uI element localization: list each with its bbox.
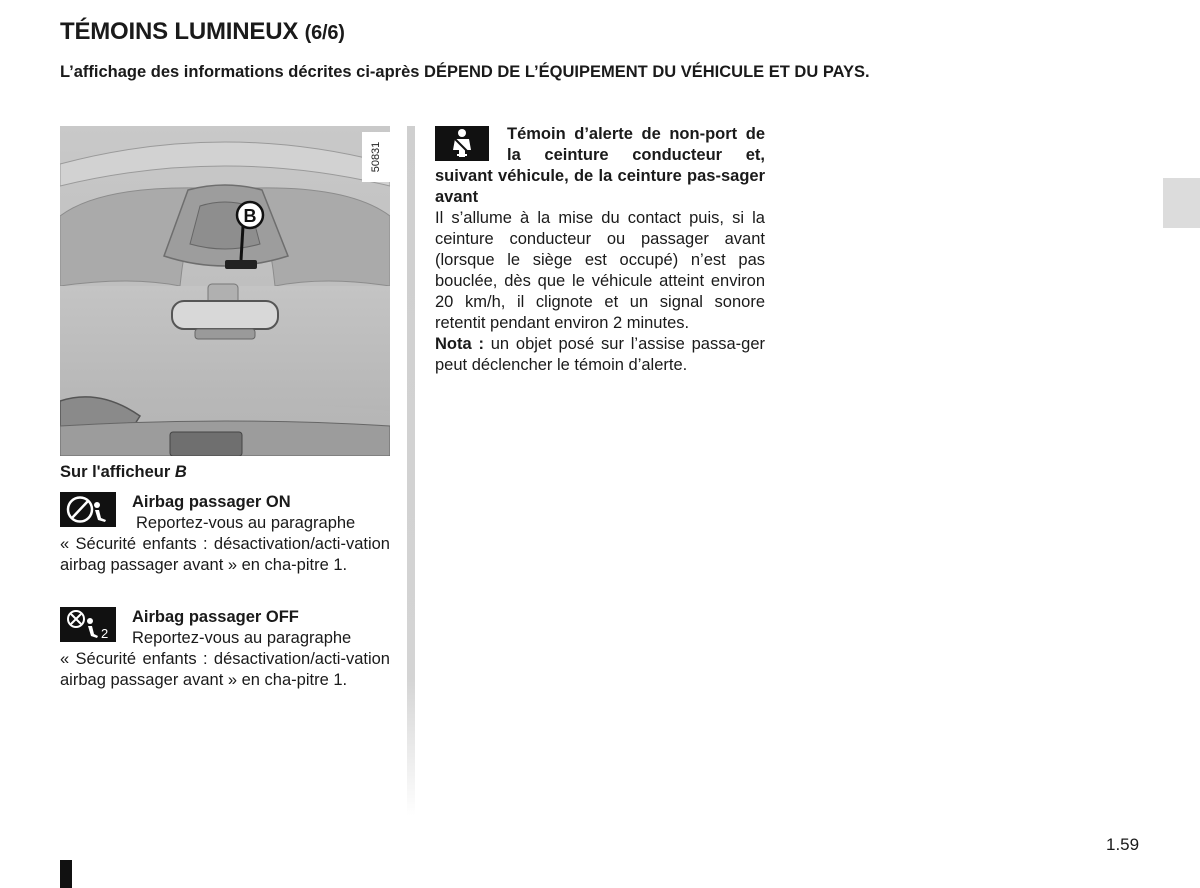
page-subtitle: L’affichage des informations décrites ci-après DÉPEND DE L’ÉQUIPEMENT DU VÉHICULE ET DU PAYS. — [60, 63, 870, 81]
airbag-passenger-on-icon — [60, 492, 116, 527]
seatbelt-warning-title: Témoin d’alerte de non-port de la ceinture conducteur et, suivant véhicule, de la ceinture pas-sager avant — [435, 125, 765, 206]
overhead-console-illustration — [60, 126, 390, 456]
column-divider — [407, 126, 415, 816]
airbag-on-entry — [60, 492, 390, 576]
mirror-base — [195, 329, 255, 339]
display-caption — [60, 463, 187, 482]
center-screen — [170, 432, 242, 456]
title-text: TÉMOINS LUMINEUX — [60, 18, 299, 45]
page-number: 1.59 — [1106, 835, 1140, 854]
rear-view-mirror — [172, 301, 278, 329]
chapter-tab — [1163, 178, 1200, 228]
caption-letter: B — [174, 463, 187, 481]
interior-drawing — [60, 126, 390, 456]
airbag-on-line1: Reportez-vous au paragraphe — [136, 514, 356, 532]
reference-code-box — [362, 132, 390, 182]
page-title — [60, 18, 345, 46]
nota-text: un objet posé sur l’assise passa-ger peut déclencher le témoin d’alerte. — [435, 335, 765, 374]
caption-prefix: Sur l'afficheur — [60, 463, 171, 481]
seatbelt-warning-body: Il s’allume à la mise du contact puis, si la ceinture conducteur ou passager avant (lorsque le siège est occupé) n’est pas bouclée, dès que le véhicule atteint environ 20 km/h, il clignote et un signal sonore retentit pendant environ 2 minutes. — [435, 209, 765, 332]
airbag-off-entry — [60, 607, 390, 691]
seatbelt-warning-icon — [435, 126, 489, 161]
airbag-on-title: Airbag passager ON — [132, 493, 291, 511]
seatbelt-warning-nota — [435, 334, 765, 376]
airbag-off-text: « Sécurité enfants : désactivation/acti-vation airbag passager avant » en cha-pitre 1. — [60, 650, 390, 689]
title-suffix: (6/6) — [304, 22, 345, 44]
airbag-passenger-off-icon — [60, 607, 116, 642]
callout-letter: B — [243, 206, 257, 226]
reference-code: 50831 — [370, 141, 382, 173]
nota-label: Nota : — [435, 335, 484, 353]
airbag-off-line1: Reportez-vous au paragraphe — [132, 629, 352, 647]
corner-mark — [60, 860, 72, 888]
seatbelt-warning-entry — [435, 124, 765, 376]
callout-line — [241, 226, 243, 260]
svg-text:2: 2 — [101, 626, 109, 641]
airbag-off-title: Airbag passager OFF — [132, 608, 299, 626]
display-b — [225, 260, 257, 269]
airbag-on-text: « Sécurité enfants : désactivation/acti-vation airbag passager avant » en cha-pitre 1. — [60, 535, 390, 574]
